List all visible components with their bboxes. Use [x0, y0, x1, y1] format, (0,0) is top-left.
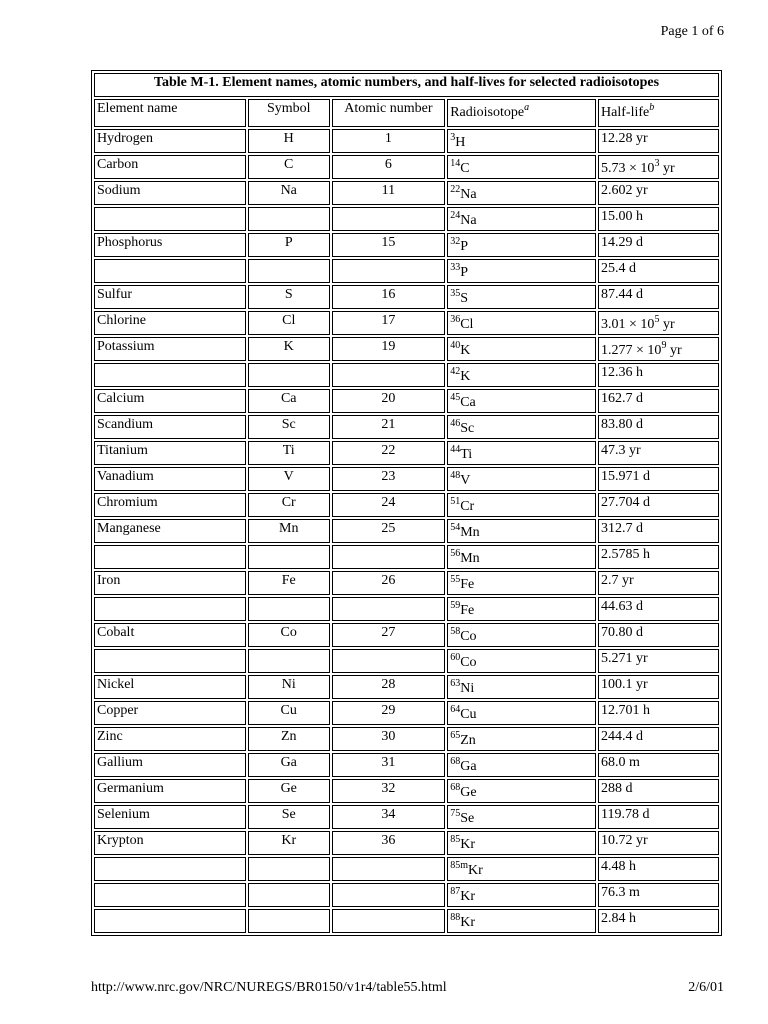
mass-number: 60 — [450, 652, 461, 663]
mass-number: 64 — [450, 704, 461, 715]
mass-number: 32 — [450, 236, 461, 247]
cell-element-name: Iron — [94, 571, 246, 595]
mass-number: 88 — [450, 912, 461, 923]
cell-element-name — [94, 597, 246, 621]
cell-radioisotope — [447, 831, 596, 855]
cell-atomic-number: 27 — [332, 623, 446, 647]
cell-element-name: Copper — [94, 701, 246, 725]
cell-half-life: 76.3 m — [598, 883, 719, 907]
cell-radioisotope — [447, 727, 596, 751]
mass-number: 36 — [450, 314, 461, 325]
isotope-symbol: Co — [460, 655, 477, 670]
table-caption-row — [94, 73, 719, 97]
cell-symbol: P — [248, 233, 330, 257]
table-row — [94, 337, 719, 361]
cell-radioisotope — [447, 181, 596, 205]
table-row — [94, 233, 719, 257]
cell-half-life: 119.78 d — [598, 805, 719, 829]
cell-atomic-number — [332, 545, 446, 569]
mass-number: 40 — [450, 340, 461, 351]
cell-atomic-number: 29 — [332, 701, 446, 725]
mass-number: 33 — [450, 262, 461, 273]
mass-number: 54 — [450, 522, 461, 533]
cell-element-name — [94, 259, 246, 283]
isotope-symbol: Na — [460, 213, 477, 228]
exponent: 5 — [654, 314, 660, 325]
cell-half-life: 2.7 yr — [598, 571, 719, 595]
cell-element-name: Calcium — [94, 389, 246, 413]
table-row — [94, 623, 719, 647]
cell-half-life: $3.01 \times 10^5$ yr — [598, 311, 719, 335]
cell-symbol: Cl — [248, 311, 330, 335]
table-row — [94, 129, 719, 153]
exponent: 3 — [654, 158, 660, 169]
header-radioisotope: Radioisotope$^a$ — [447, 99, 596, 127]
cell-symbol: S — [248, 285, 330, 309]
cell-atomic-number: 30 — [332, 727, 446, 751]
cell-element-name: Carbon — [94, 155, 246, 179]
mass-number: 42 — [450, 366, 461, 377]
isotope-symbol: S — [460, 291, 469, 306]
cell-symbol: V — [248, 467, 330, 491]
table-row — [94, 285, 719, 309]
table-row — [94, 259, 719, 283]
cell-element-name: Vanadium — [94, 467, 246, 491]
cell-atomic-number: 32 — [332, 779, 446, 803]
cell-symbol — [248, 259, 330, 283]
cell-atomic-number: 22 — [332, 441, 446, 465]
mass-number: 14 — [450, 158, 461, 169]
mass-number: 45 — [450, 392, 461, 403]
cell-atomic-number — [332, 883, 446, 907]
cell-half-life: 14.29 d — [598, 233, 719, 257]
table-row — [94, 467, 719, 491]
table-row — [94, 675, 719, 699]
isotope-symbol: Zn — [460, 733, 476, 748]
table-row — [94, 389, 719, 413]
table-row — [94, 415, 719, 439]
cell-radioisotope — [447, 545, 596, 569]
isotope-symbol: Fe — [460, 603, 475, 618]
cell-atomic-number: 19 — [332, 337, 446, 361]
cell-symbol: Kr — [248, 831, 330, 855]
cell-radioisotope — [447, 675, 596, 699]
mass-number: 68 — [450, 782, 461, 793]
cell-element-name: Titanium — [94, 441, 246, 465]
cell-half-life: 15.971 d — [598, 467, 719, 491]
table-row — [94, 597, 719, 621]
cell-atomic-number: 28 — [332, 675, 446, 699]
cell-radioisotope — [447, 415, 596, 439]
footer-url: http://www.nrc.gov/NRC/NUREGS/BR0150/v1r4/table55.html — [91, 980, 447, 995]
cell-radioisotope — [447, 389, 596, 413]
cell-symbol: Ca — [248, 389, 330, 413]
cell-half-life: 27.704 d — [598, 493, 719, 517]
cell-element-name — [94, 207, 246, 231]
cell-half-life: 12.28 yr — [598, 129, 719, 153]
cell-half-life: 10.72 yr — [598, 831, 719, 855]
isotope-symbol: P — [460, 265, 469, 280]
cell-symbol: Fe — [248, 571, 330, 595]
header-half-life: Half-life$^b$ — [598, 99, 719, 127]
mass-number: 56 — [450, 548, 461, 559]
isotope-symbol: K — [460, 343, 471, 358]
cell-element-name — [94, 909, 246, 933]
isotope-symbol: Cu — [460, 707, 477, 722]
table-row — [94, 831, 719, 855]
cell-radioisotope — [447, 883, 596, 907]
cell-half-life: 100.1 yr — [598, 675, 719, 699]
cell-atomic-number: 25 — [332, 519, 446, 543]
cell-symbol: Ti — [248, 441, 330, 465]
cell-atomic-number — [332, 649, 446, 673]
cell-half-life: $1.277 \times 10^9$ yr — [598, 337, 719, 361]
table-body — [94, 129, 719, 933]
mass-number: 87 — [450, 886, 461, 897]
isotope-symbol: Kr — [460, 915, 475, 930]
isotope-symbol: Se — [460, 811, 475, 826]
cell-atomic-number: 23 — [332, 467, 446, 491]
mass-number: 44 — [450, 444, 461, 455]
isotope-symbol: Cr — [460, 499, 475, 514]
cell-element-name — [94, 649, 246, 673]
cell-radioisotope — [447, 649, 596, 673]
cell-element-name: Chromium — [94, 493, 246, 517]
isotope-symbol: Co — [460, 629, 477, 644]
isotope-symbol: Ga — [460, 759, 477, 774]
cell-radioisotope — [447, 155, 596, 179]
cell-atomic-number: 21 — [332, 415, 446, 439]
cell-element-name — [94, 545, 246, 569]
mass-number: 85 — [450, 834, 461, 845]
cell-half-life: 2.84 h — [598, 909, 719, 933]
cell-element-name: Phosphorus — [94, 233, 246, 257]
cell-symbol — [248, 545, 330, 569]
isotope-symbol: P — [460, 239, 469, 254]
cell-radioisotope — [447, 857, 596, 881]
table-row — [94, 727, 719, 751]
cell-radioisotope — [447, 623, 596, 647]
table-row — [94, 883, 719, 907]
cell-half-life: 5.271 yr — [598, 649, 719, 673]
cell-half-life: 15.00 h — [598, 207, 719, 231]
cell-atomic-number — [332, 207, 446, 231]
cell-radioisotope — [447, 571, 596, 595]
isotope-symbol: Ti — [460, 447, 473, 462]
cell-symbol: C — [248, 155, 330, 179]
cell-radioisotope — [447, 285, 596, 309]
cell-atomic-number: 11 — [332, 181, 446, 205]
table-row — [94, 311, 719, 335]
cell-half-life: 25.4 d — [598, 259, 719, 283]
cell-element-name: Cobalt — [94, 623, 246, 647]
cell-symbol: Co — [248, 623, 330, 647]
cell-half-life: 2.602 yr — [598, 181, 719, 205]
cell-radioisotope — [447, 233, 596, 257]
cell-atomic-number: 20 — [332, 389, 446, 413]
mass-number: 22 — [450, 184, 461, 195]
cell-element-name: Scandium — [94, 415, 246, 439]
cell-atomic-number: 17 — [332, 311, 446, 335]
cell-symbol: K — [248, 337, 330, 361]
footer-date: 2/6/01 — [688, 980, 724, 995]
cell-atomic-number — [332, 857, 446, 881]
cell-symbol: Cr — [248, 493, 330, 517]
cell-half-life: 244.4 d — [598, 727, 719, 751]
cell-element-name: Potassium — [94, 337, 246, 361]
mass-number: 55 — [450, 574, 461, 585]
cell-symbol — [248, 857, 330, 881]
cell-half-life: 12.36 h — [598, 363, 719, 387]
cell-radioisotope — [447, 597, 596, 621]
cell-element-name: Nickel — [94, 675, 246, 699]
cell-element-name: Hydrogen — [94, 129, 246, 153]
mass-number: 65 — [450, 730, 461, 741]
cell-atomic-number: 6 — [332, 155, 446, 179]
cell-half-life: 83.80 d — [598, 415, 719, 439]
cell-element-name: Sulfur — [94, 285, 246, 309]
cell-atomic-number: 36 — [332, 831, 446, 855]
cell-half-life: 4.48 h — [598, 857, 719, 881]
isotope-symbol: K — [460, 369, 471, 384]
table-row — [94, 181, 719, 205]
mass-number: 63 — [450, 678, 461, 689]
table-row — [94, 545, 719, 569]
cell-atomic-number: 31 — [332, 753, 446, 777]
mass-number: 48 — [450, 470, 461, 481]
table-row — [94, 857, 719, 881]
isotope-symbol: C — [460, 161, 470, 176]
cell-symbol: Ge — [248, 779, 330, 803]
cell-atomic-number: 34 — [332, 805, 446, 829]
cell-symbol: Na — [248, 181, 330, 205]
table-row — [94, 753, 719, 777]
cell-symbol: Ni — [248, 675, 330, 699]
cell-atomic-number: 26 — [332, 571, 446, 595]
table-row — [94, 701, 719, 725]
cell-half-life: 44.63 d — [598, 597, 719, 621]
cell-radioisotope — [447, 207, 596, 231]
cell-half-life: 12.701 h — [598, 701, 719, 725]
isotope-symbol: Kr — [460, 889, 475, 904]
cell-radioisotope — [447, 779, 596, 803]
cell-half-life: 68.0 m — [598, 753, 719, 777]
table-row — [94, 909, 719, 933]
mass-number: 75 — [450, 808, 461, 819]
mass-number: 46 — [450, 418, 461, 429]
cell-half-life: 47.3 yr — [598, 441, 719, 465]
cell-symbol — [248, 363, 330, 387]
cell-radioisotope — [447, 129, 596, 153]
mass-number: 3 — [450, 132, 456, 143]
table-header-row — [94, 99, 719, 127]
cell-element-name — [94, 857, 246, 881]
cell-radioisotope — [447, 753, 596, 777]
mass-number: 51 — [450, 496, 461, 507]
mass-number: 58 — [450, 626, 461, 637]
cell-radioisotope — [447, 259, 596, 283]
cell-radioisotope — [447, 337, 596, 361]
cell-radioisotope — [447, 363, 596, 387]
cell-element-name — [94, 883, 246, 907]
cell-symbol: Sc — [248, 415, 330, 439]
cell-atomic-number — [332, 909, 446, 933]
mass-number: 85m — [450, 860, 468, 871]
cell-element-name — [94, 363, 246, 387]
cell-half-life: 312.7 d — [598, 519, 719, 543]
isotope-symbol: Kr — [460, 837, 475, 852]
table-row — [94, 649, 719, 673]
cell-radioisotope — [447, 467, 596, 491]
cell-symbol — [248, 909, 330, 933]
cell-element-name: Gallium — [94, 753, 246, 777]
cell-radioisotope — [447, 805, 596, 829]
isotope-symbol: Cl — [460, 317, 474, 332]
mass-number: 68 — [450, 756, 461, 767]
cell-radioisotope — [447, 441, 596, 465]
cell-symbol: Ga — [248, 753, 330, 777]
table-row — [94, 805, 719, 829]
isotope-symbol: H — [455, 135, 466, 150]
exponent: 9 — [661, 340, 667, 351]
cell-atomic-number — [332, 597, 446, 621]
cell-symbol: Zn — [248, 727, 330, 751]
isotope-symbol: Sc — [460, 421, 475, 436]
isotope-symbol: Ca — [460, 395, 476, 410]
table-row — [94, 207, 719, 231]
footnote-b: b — [649, 102, 655, 113]
cell-atomic-number: 24 — [332, 493, 446, 517]
cell-half-life: 162.7 d — [598, 389, 719, 413]
footnote-a: a — [524, 102, 530, 113]
cell-symbol: Mn — [248, 519, 330, 543]
cell-symbol — [248, 597, 330, 621]
cell-symbol: Se — [248, 805, 330, 829]
header-element-name: Element name — [94, 99, 246, 127]
cell-half-life: 288 d — [598, 779, 719, 803]
cell-element-name: Chlorine — [94, 311, 246, 335]
cell-radioisotope — [447, 519, 596, 543]
cell-symbol — [248, 883, 330, 907]
cell-element-name: Manganese — [94, 519, 246, 543]
isotope-symbol: Fe — [460, 577, 475, 592]
table-row — [94, 493, 719, 517]
cell-element-name: Sodium — [94, 181, 246, 205]
cell-symbol: Cu — [248, 701, 330, 725]
radioisotope-table — [91, 70, 722, 936]
isotope-symbol: Ni — [460, 681, 475, 696]
mass-number: 24 — [450, 210, 461, 221]
cell-element-name: Zinc — [94, 727, 246, 751]
header-atomic-number: Atomic number — [332, 99, 446, 127]
cell-radioisotope — [447, 701, 596, 725]
cell-half-life: $5.73 \times 10^3$ yr — [598, 155, 719, 179]
table-caption: Table M-1. Element names, atomic numbers, and half-lives for selected radioisotopes — [94, 73, 719, 97]
cell-atomic-number: 15 — [332, 233, 446, 257]
isotope-symbol: Kr — [468, 863, 483, 878]
header-symbol: Symbol — [248, 99, 330, 127]
cell-element-name: Germanium — [94, 779, 246, 803]
table-row — [94, 363, 719, 387]
cell-atomic-number: 16 — [332, 285, 446, 309]
table-container — [91, 70, 722, 954]
cell-radioisotope — [447, 909, 596, 933]
cell-atomic-number — [332, 259, 446, 283]
cell-atomic-number — [332, 363, 446, 387]
table-row — [94, 519, 719, 543]
cell-symbol — [248, 207, 330, 231]
table-row — [94, 779, 719, 803]
cell-symbol: H — [248, 129, 330, 153]
cell-symbol — [248, 649, 330, 673]
cell-element-name: Krypton — [94, 831, 246, 855]
cell-radioisotope — [447, 311, 596, 335]
table-row — [94, 441, 719, 465]
cell-half-life: 70.80 d — [598, 623, 719, 647]
cell-radioisotope — [447, 493, 596, 517]
mass-number: 35 — [450, 288, 461, 299]
table-row — [94, 155, 719, 179]
cell-half-life: 87.44 d — [598, 285, 719, 309]
isotope-symbol: Na — [460, 187, 477, 202]
table-row — [94, 571, 719, 595]
isotope-symbol: Ge — [460, 785, 477, 800]
cell-half-life: 2.5785 h — [598, 545, 719, 569]
cell-atomic-number: 1 — [332, 129, 446, 153]
mass-number: 59 — [450, 600, 461, 611]
isotope-symbol: Mn — [460, 551, 480, 566]
isotope-symbol: V — [460, 473, 471, 488]
page-number: Page 1 of 6 — [660, 24, 724, 39]
isotope-symbol: Mn — [460, 525, 480, 540]
cell-element-name: Selenium — [94, 805, 246, 829]
